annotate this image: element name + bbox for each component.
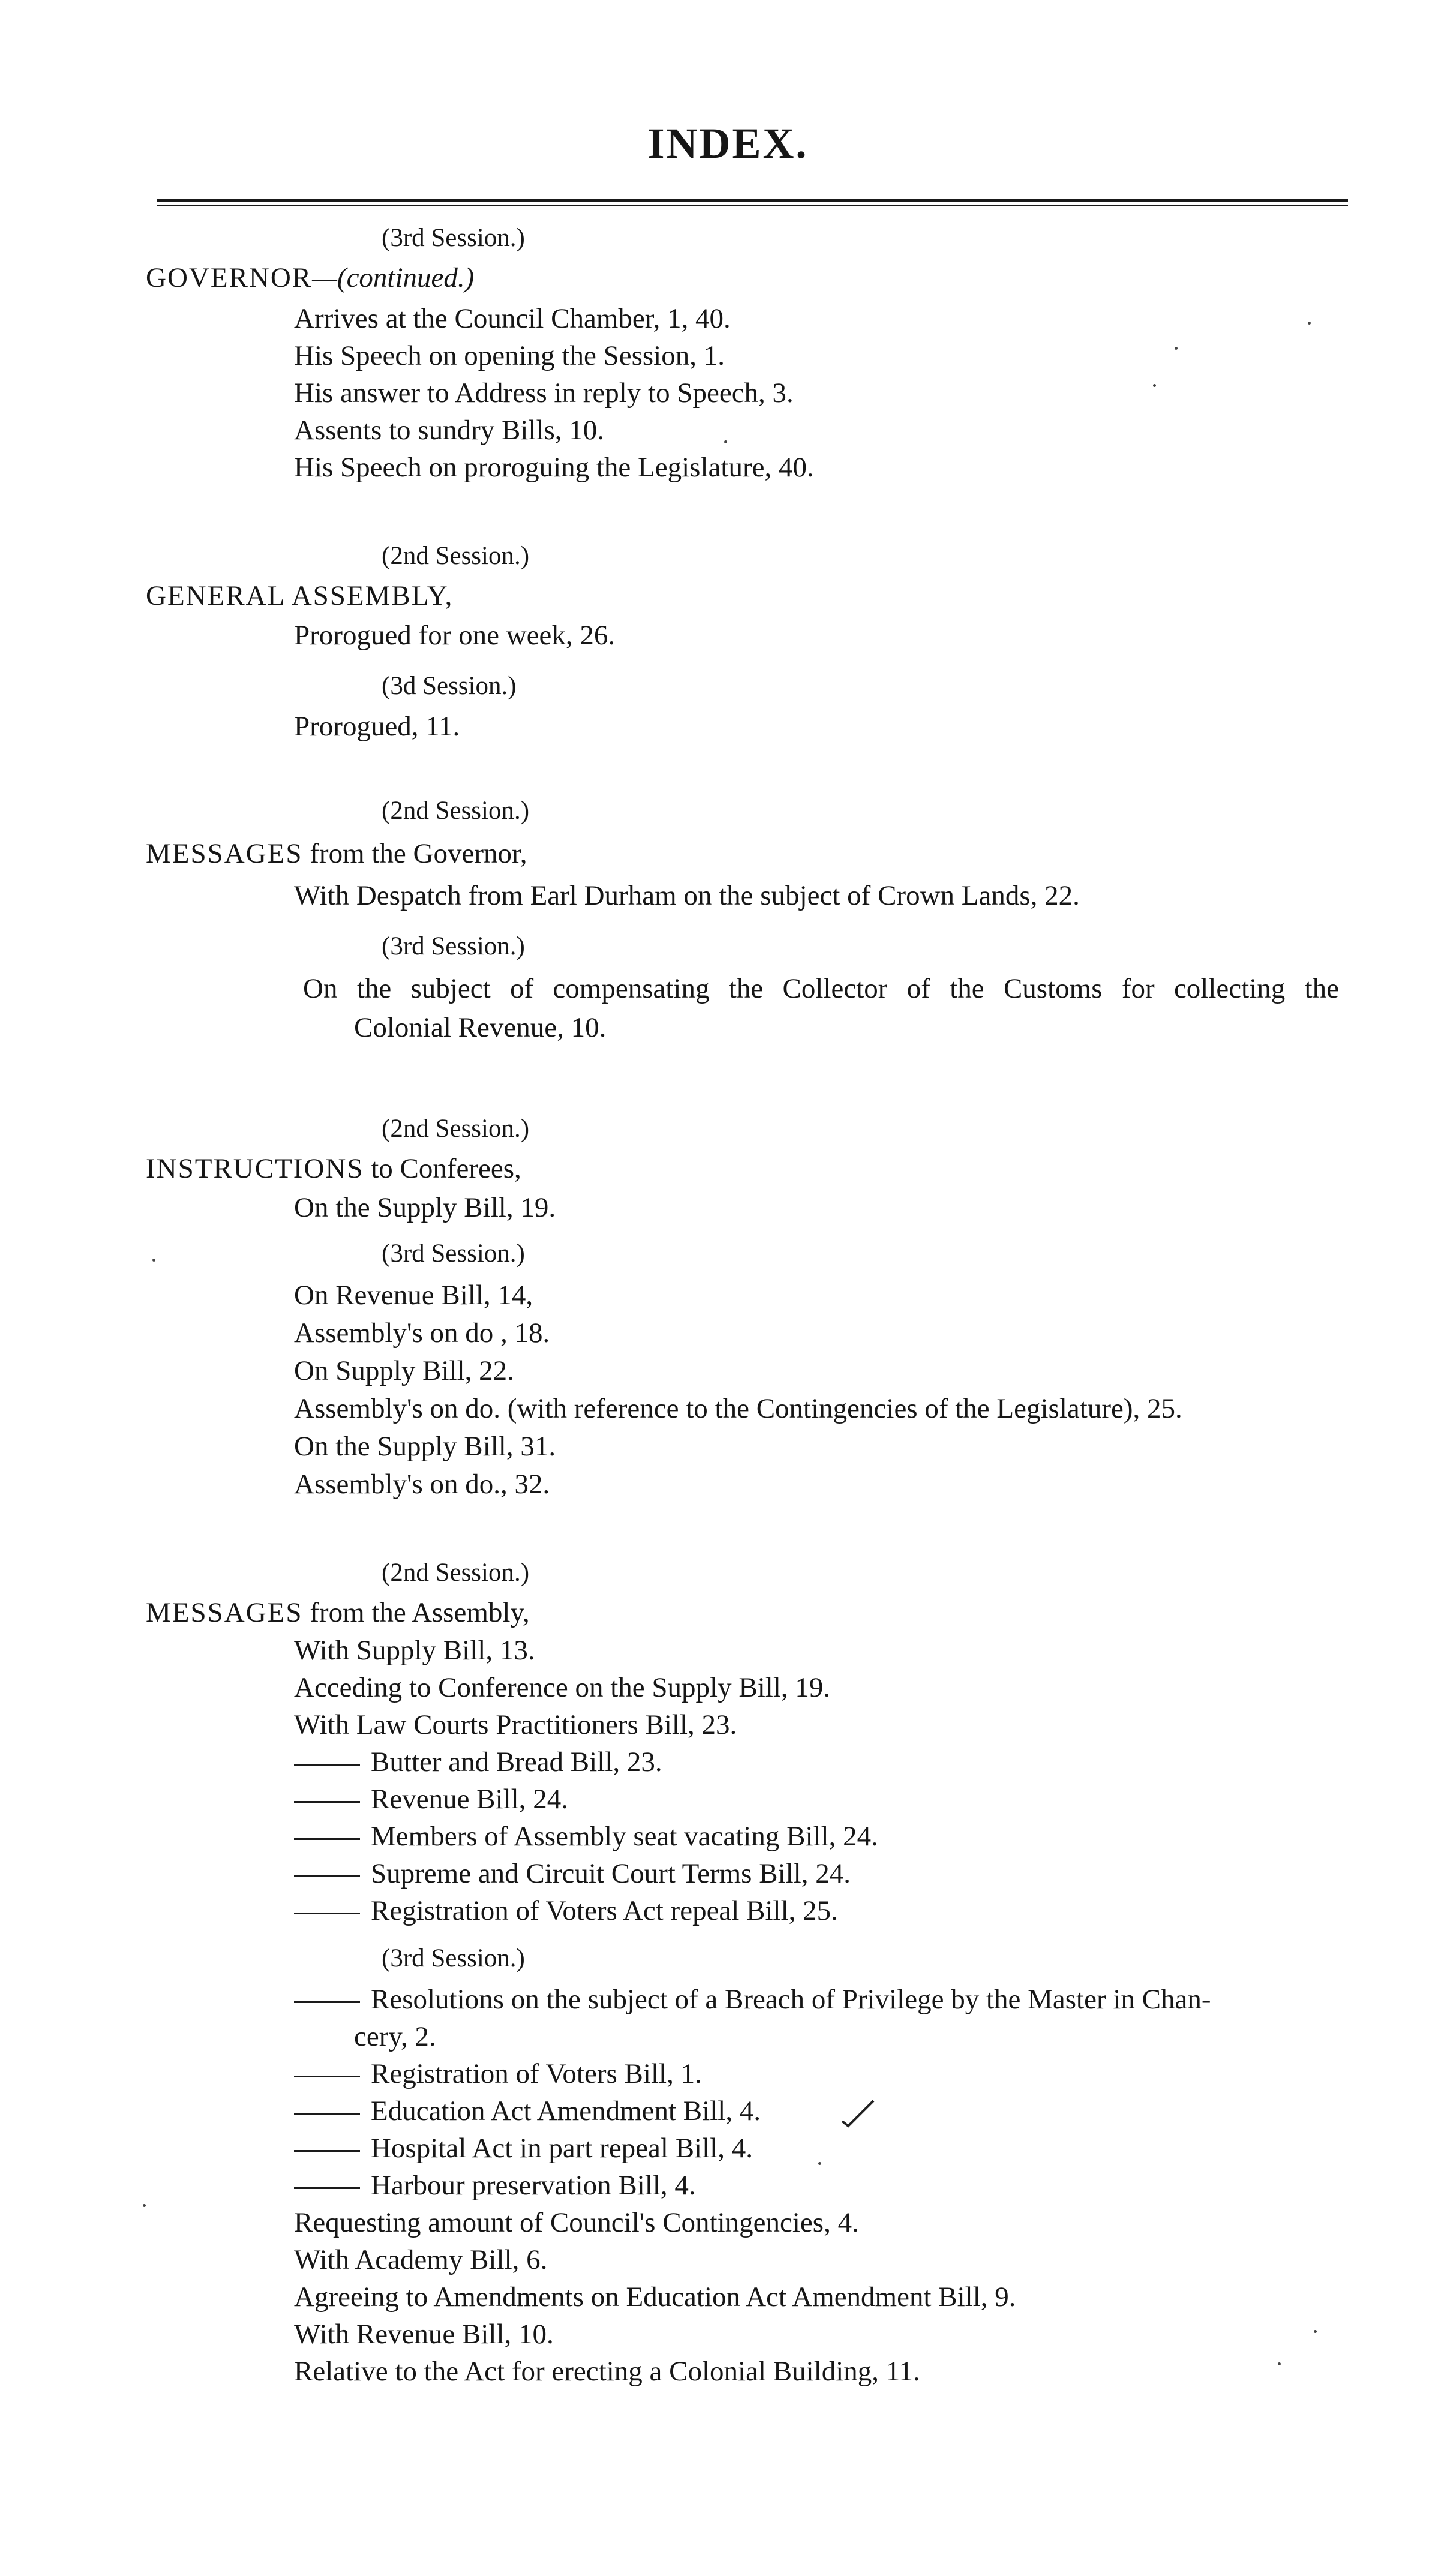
page-title: INDEX. (647, 119, 809, 167)
index-heading: MESSAGES from the Assembly, (146, 1597, 530, 1628)
ditto-dash (294, 2076, 360, 2077)
index-subentry: Registration of Voters Bill, 1. (294, 2060, 702, 2088)
session-label: (3rd Session.) (382, 932, 525, 960)
session-label: (2nd Session.) (382, 1559, 530, 1587)
index-entry: Assembly's on do. (with reference to the Contingencies of the Legislature), 25. (294, 1393, 1182, 1424)
index-entry: With Supply Bill, 13. (294, 1635, 535, 1666)
paper-speck (143, 2204, 146, 2207)
paper-speck (1175, 347, 1178, 350)
index-entry: With Academy Bill, 6. (294, 2244, 548, 2275)
index-entry: Assembly's on do., 32. (294, 1469, 550, 1500)
index-entry: Assents to sundry Bills, 10. (294, 415, 605, 446)
index-subentry: Revenue Bill, 24. (294, 1785, 568, 1814)
index-entry: Agreeing to Amendments on Education Act Amendment Bill, 9. (294, 2281, 1016, 2313)
paper-speck (152, 1259, 155, 1262)
session-label: (2nd Session.) (382, 797, 530, 825)
session-label: (2nd Session.) (382, 542, 530, 570)
index-subentry: Members of Assembly seat vacating Bill, 24. (294, 1823, 878, 1851)
index-entry: On the Supply Bill, 19. (294, 1192, 556, 1223)
index-entry: His Speech on opening the Session, 1. (294, 340, 725, 371)
index-heading: GOVERNOR—(continued.) (146, 262, 475, 293)
index-entry: With Despatch from Earl Durham on the subject of Crown Lands, 22. (294, 880, 1080, 911)
session-label: (3rd Session.) (382, 1944, 525, 1972)
index-entry: Prorogued, 11. (294, 711, 460, 742)
ditto-dash (294, 1764, 360, 1766)
ditto-dash (294, 2187, 360, 2189)
ditto-dash (294, 1838, 360, 1840)
session-label: (3rd Session.) (382, 224, 525, 252)
ditto-dash (294, 2001, 360, 2003)
paper-speck (1308, 322, 1311, 325)
ditto-dash (294, 1801, 360, 1803)
index-subentry: Registration of Voters Act repeal Bill, 25. (294, 1897, 838, 1925)
paper-speck (724, 440, 727, 443)
index-entry: Arrives at the Council Chamber, 1, 40. (294, 303, 731, 334)
paper-speck (818, 2162, 821, 2165)
paper-speck (1153, 384, 1156, 387)
index-entry: With Revenue Bill, 10. (294, 2319, 554, 2350)
index-entry: Acceding to Conference on the Supply Bill, 19. (294, 1672, 831, 1703)
index-entry-continuation: Colonial Revenue, 10. (354, 1012, 607, 1043)
paper-speck (1278, 2362, 1281, 2365)
session-label: (2nd Session.) (382, 1115, 530, 1143)
ditto-dash (294, 2150, 360, 2152)
index-subentry: Supreme and Circuit Court Terms Bill, 24. (294, 1860, 851, 1888)
index-entry: On Supply Bill, 22. (294, 1355, 514, 1386)
index-subentry: Resolutions on the subject of a Breach of Privilege by the Master in Chan- (294, 1986, 1330, 2014)
index-entry: On the subject of compensating the Collector of the Customs for collecting the (303, 973, 1339, 1004)
session-label: (3rd Session.) (382, 1239, 525, 1268)
index-entry: On the Supply Bill, 31. (294, 1431, 556, 1462)
pencil-tick-mark (840, 2098, 876, 2128)
index-heading: MESSAGES from the Governor, (146, 838, 527, 869)
index-entry: On Revenue Bill, 14, (294, 1280, 533, 1311)
index-heading: GENERAL ASSEMBLY, (146, 580, 454, 611)
index-subentry: Education Act Amendment Bill, 4. (294, 2097, 761, 2125)
index-entry: Assembly's on do , 18. (294, 1317, 550, 1349)
title-rule-thin (157, 205, 1348, 206)
ditto-dash (294, 1913, 360, 1914)
ditto-dash (294, 1875, 360, 1877)
paper-speck (1314, 2330, 1317, 2333)
ditto-dash (294, 2113, 360, 2115)
session-label: (3d Session.) (382, 672, 517, 700)
index-subentry: Butter and Bread Bill, 23. (294, 1748, 662, 1776)
index-subentry: Hospital Act in part repeal Bill, 4. (294, 2134, 753, 2163)
index-heading: INSTRUCTIONS to Conferees, (146, 1153, 521, 1184)
index-subentry: Harbour preservation Bill, 4. (294, 2172, 696, 2200)
index-entry: Requesting amount of Council's Contingencies, 4. (294, 2207, 859, 2238)
index-entry: His answer to Address in reply to Speech, 3. (294, 377, 794, 409)
index-entry: Relative to the Act for erecting a Colonial Building, 11. (294, 2356, 920, 2387)
index-entry: With Law Courts Practitioners Bill, 23. (294, 1709, 737, 1740)
index-entry: Prorogued for one week, 26. (294, 620, 616, 651)
title-rule-thick (157, 199, 1348, 202)
index-entry: His Speech on proroguing the Legislature, 40. (294, 452, 814, 483)
index-entry-continuation: cery, 2. (354, 2021, 436, 2052)
